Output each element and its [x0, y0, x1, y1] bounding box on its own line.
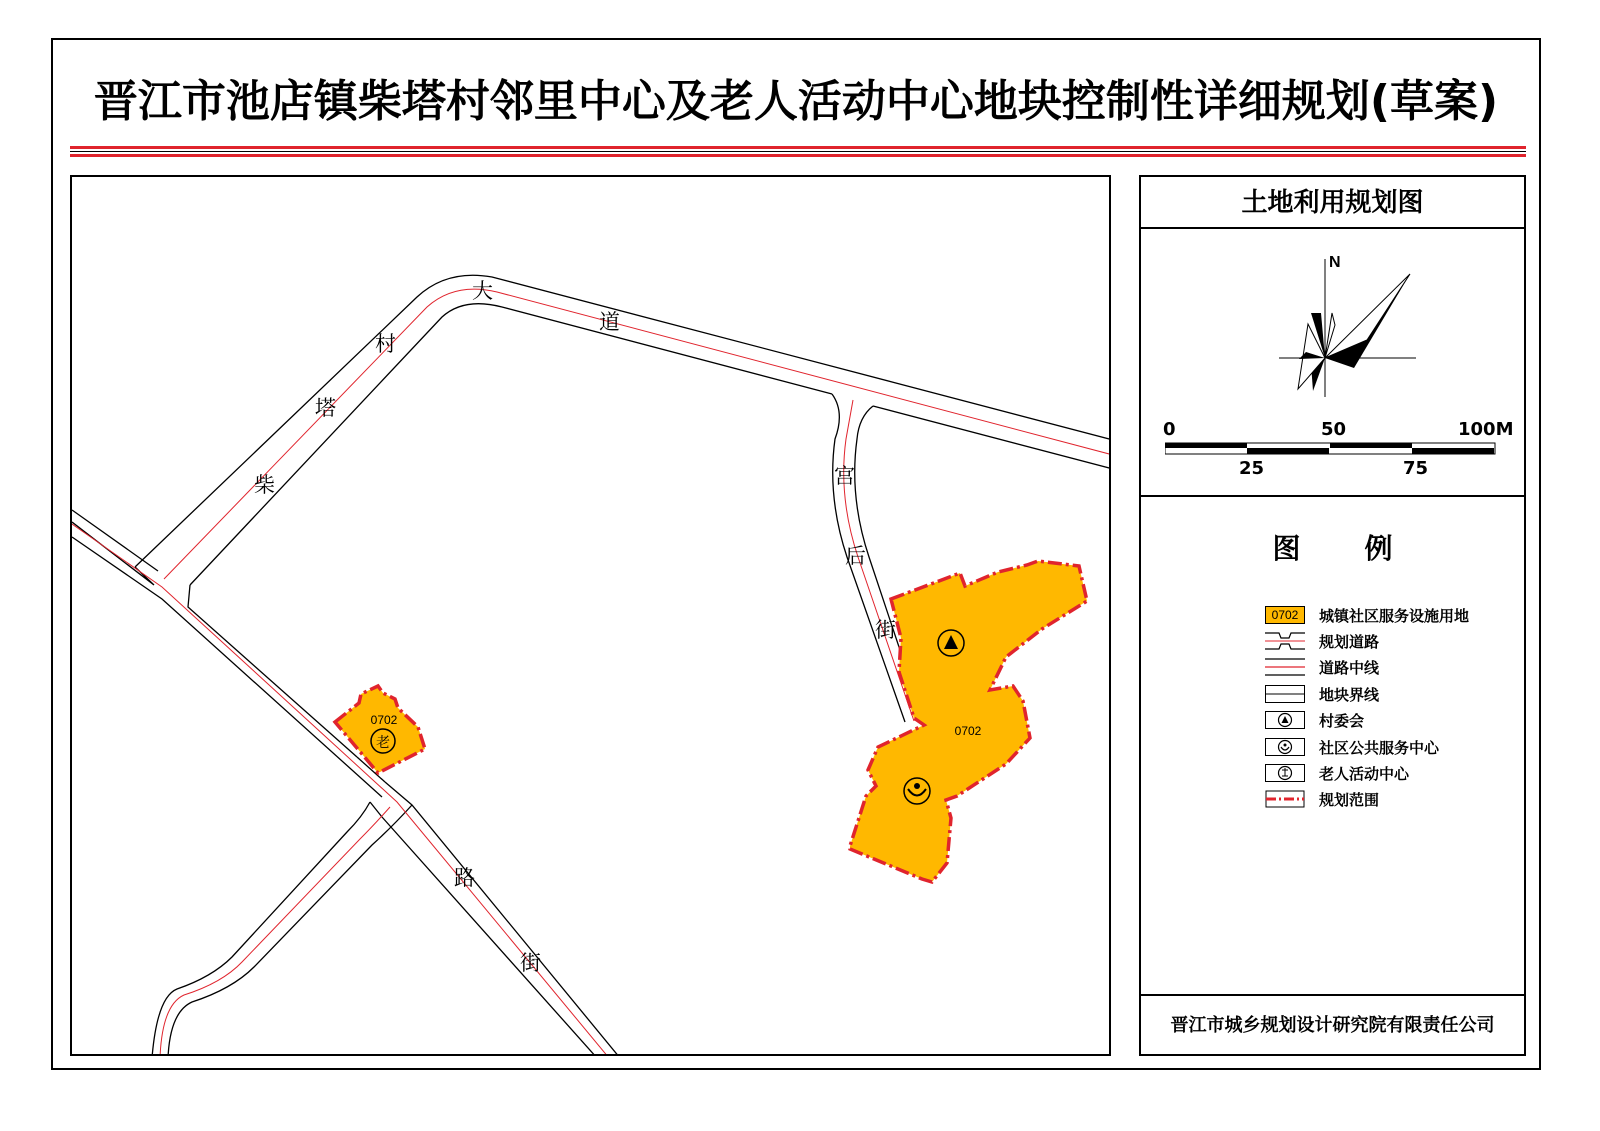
scale-label: 25 — [1239, 458, 1265, 479]
compass-icon — [1271, 247, 1421, 402]
road-edge — [385, 782, 620, 1056]
title-rule-red — [70, 146, 1526, 149]
legend-label: 规划道路 — [1319, 632, 1380, 651]
legend-item — [1265, 710, 1364, 730]
legend-label: 村委会 — [1319, 711, 1365, 730]
community-service-icon — [1265, 738, 1305, 756]
panel-title: 土地利用规划图 — [1141, 177, 1524, 229]
road-label-char: 柴 — [254, 474, 275, 497]
legend-label: 社区公共服务中心 — [1319, 738, 1440, 757]
map-title: 晋江市池店镇柴塔村邻里中心及老人活动中心地块控制性详细规划(草案) — [93, 76, 1499, 127]
road-edge — [135, 275, 1111, 567]
legend-label: 老人活动中心 — [1319, 764, 1410, 783]
road-label-char: 路 — [454, 867, 475, 890]
road-edge — [152, 802, 370, 1056]
legend-label: 规划范围 — [1319, 790, 1380, 809]
road-edge — [72, 537, 382, 797]
scale-bar — [1165, 442, 1497, 456]
road-edge — [72, 522, 154, 585]
scale-label: 100M — [1458, 419, 1514, 440]
scale-label: 50 — [1321, 419, 1347, 440]
road-label-char: 街 — [875, 619, 896, 642]
title-rule-black — [70, 151, 1526, 152]
land-use-swatch: 0702 — [1265, 606, 1305, 624]
footer-organization: 晋江市城乡规划设计研究院有限责任公司 — [1141, 994, 1524, 1054]
scale-label: 0 — [1163, 419, 1176, 440]
legend-item — [1265, 631, 1379, 651]
parcel-west[interactable] — [335, 686, 425, 773]
parcel-shape — [850, 561, 1087, 882]
road-label-char: 宫 — [834, 465, 855, 488]
scale-label: 75 — [1403, 458, 1429, 479]
road-edge — [168, 805, 412, 1056]
road-label-char: 大 — [472, 280, 493, 303]
road-label-char: 道 — [599, 311, 620, 334]
map-canvas[interactable] — [70, 175, 1111, 1056]
legend-label: 道路中线 — [1319, 658, 1380, 677]
planning-boundary-symbol — [1265, 790, 1305, 808]
road-edge — [832, 394, 905, 722]
planned-road-symbol — [1265, 632, 1305, 650]
legend-item — [1265, 657, 1379, 677]
road-edge — [370, 802, 597, 1056]
legend-item — [1265, 605, 1469, 625]
legend-item — [1265, 737, 1439, 757]
panel-divider — [1141, 495, 1524, 497]
road-centerline-symbol — [1265, 658, 1305, 676]
centerline — [164, 289, 1111, 579]
title-rule-red-lower — [70, 154, 1526, 157]
legend-heading: 图例 — [1272, 532, 1457, 565]
road-edge — [72, 510, 158, 571]
village-committee-icon — [1265, 711, 1305, 729]
legend-item — [1265, 789, 1379, 809]
plot-boundary-symbol — [1265, 685, 1305, 703]
centerline — [160, 807, 390, 1056]
parcel-code: 0702 — [370, 713, 398, 727]
road-edge — [188, 585, 357, 757]
side-panel — [1139, 175, 1526, 1056]
map-svg — [72, 177, 1111, 1056]
legend-label: 地块界线 — [1319, 685, 1380, 704]
elderly-center-char: 老 — [376, 735, 390, 751]
road-label-char: 塔 — [315, 397, 336, 420]
road-label-char: 村 — [375, 333, 396, 356]
road-label-char: 后 — [845, 545, 866, 568]
parcel-east[interactable] — [850, 561, 1087, 882]
north-label: N — [1329, 254, 1341, 271]
road-edge — [190, 304, 832, 585]
elderly-center-icon — [1265, 764, 1305, 782]
parcel-code: 0702 — [954, 724, 982, 738]
legend-item — [1265, 684, 1379, 704]
road-edge — [873, 406, 1111, 469]
legend-label: 城镇社区服务设施用地 — [1319, 606, 1470, 625]
centerline — [72, 524, 609, 1056]
road-label-char: 街 — [520, 952, 541, 975]
legend-item — [1265, 763, 1409, 783]
